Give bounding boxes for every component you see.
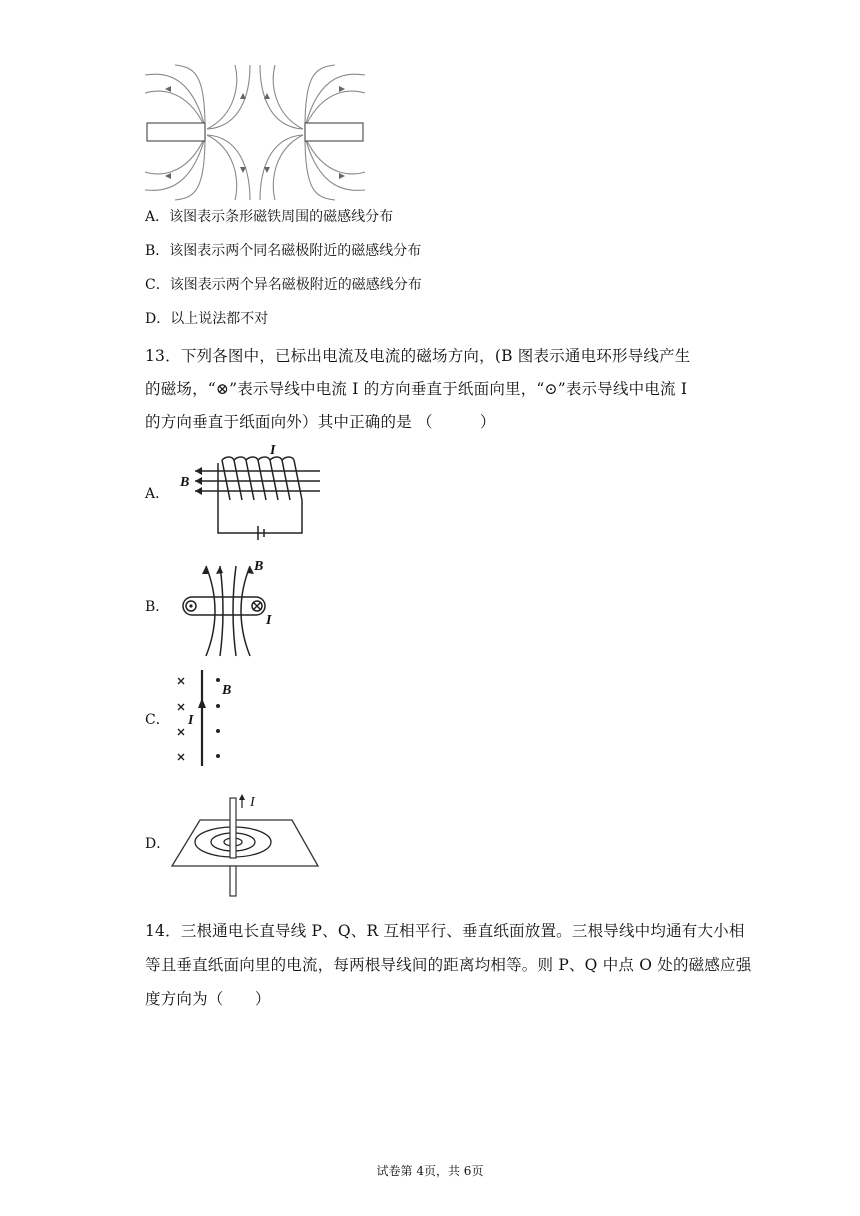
q12-option-c: C．该图表示两个异名磁极附近的磁感线分布 bbox=[145, 277, 422, 293]
q12-option-d: D．以上说法都不对 bbox=[145, 311, 269, 327]
solenoid-current-label: I bbox=[270, 443, 276, 458]
page-footer: 试卷第 4页，共 6页 bbox=[376, 1164, 484, 1178]
q13-stem-line2: 的磁场，“⊗”表示导线中电流 I 的方向垂直于纸面向里，“⊙”表示导线中电流 I bbox=[145, 380, 688, 398]
wire-current-label: I bbox=[188, 713, 194, 728]
q13-option-b-label: B． bbox=[145, 599, 170, 615]
current-loop-figure bbox=[178, 556, 288, 661]
q12-option-b: B．该图表示两个同名磁极附近的磁感线分布 bbox=[145, 243, 422, 259]
straight-wire-figure bbox=[170, 668, 250, 768]
q13-stem-line3: 的方向垂直于纸面向外）其中正确的是 （ ） bbox=[145, 413, 496, 431]
q13-option-a-label: A． bbox=[145, 486, 170, 502]
solenoid-figure bbox=[180, 438, 340, 543]
q14-stem-line2: 等且垂直纸面向里的电流，每两根导线间的距离均相等。则 P、Q 中点 O 处的磁感应强 bbox=[145, 956, 752, 974]
loop-current-label: I bbox=[266, 613, 272, 628]
wire-field-label: B bbox=[222, 683, 232, 698]
q13-option-c-label: C． bbox=[145, 712, 170, 728]
q14-stem-line3: 度方向为（ ） bbox=[145, 990, 271, 1008]
q13-option-d-label: D． bbox=[145, 836, 171, 852]
plane-current-label: I bbox=[250, 795, 255, 810]
q14-stem-line1: 14．三根通电长直导线 P、Q、R 互相平行、垂直纸面放置。三根导线中均通有大小相 bbox=[145, 922, 745, 940]
wire-through-plane-figure bbox=[170, 792, 320, 902]
solenoid-field-label: B bbox=[180, 475, 190, 490]
loop-field-label: B bbox=[254, 559, 264, 574]
q13-stem-line1: 13．下列各图中，已标出电流及电流的磁场方向，(B 图表示通电环形导线产生 bbox=[145, 347, 691, 365]
q12-option-a: A．该图表示条形磁铁周围的磁感线分布 bbox=[145, 209, 394, 225]
like-poles-field-figure bbox=[145, 65, 365, 200]
